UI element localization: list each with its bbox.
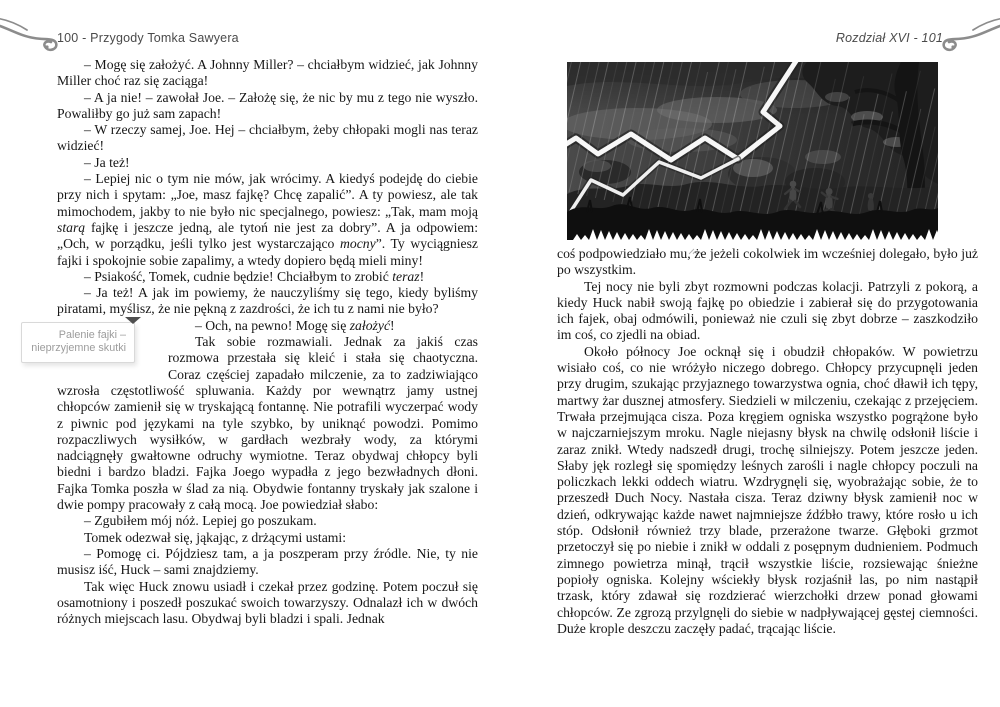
left-page-text <box>31 57 478 627</box>
italic-text: mocny <box>339 236 376 252</box>
paragraph <box>557 279 978 344</box>
paragraph <box>57 285 478 318</box>
paragraph <box>557 344 978 637</box>
paragraph <box>57 122 478 155</box>
text-run: Około północy Joe ocknął się i obudził chłopaków. W powietrzu wisiało coś, co nie wróżyło niczego dobrego. Chłopcy przycupnęli jeden przy drugim, szukając przyjaznego towarzystwa ognia, choć dławił ich tępy, martwy żar dusznej atmosfery. Siedzieli w milczeniu, czekając z przejęciem. Trwała przejmująca cisza. Poza kręgiem ogniska wszystko pogrążone było w najczarniejszym mroku. Nagle niejasny błysk na chwilę odsłonił liście i zaraz znikł. Wtedy nadszedł drugi, trochę silniejszy. Potem jeszcze jeden. Słaby jęk rozległ się spomiędzy leśnych zarośli i nagle chłopcy poczuli na policzkach lekki oddech wiatru. Wzdrygnęli się, wyobrażając sobie, że to przeszedł Duch Nocy. Nastała cisza. Teraz dziwny błysk zamienił noc w dzień, odkrywając każde nawet najmniejsze źdźbło trawy, które rosło u ich stóp. Odsłonił również trzy blade, przerażone twarze. Głęboki grzmot przetoczył się po niebie i znikł w oddali z posępnym dudnieniem. Podmuch zimnego powietrza minął, trącił wszystkie liście, rozsiewając śnieżne popioły ogniska. Kolejny wściekły błysk rozjaśnił las, po nim nastąpił trzask, który zdawał się rozdzierać wierzchołki drzew ponad głowami chłopców. Ze zgrozą przylgnęli do siebie w nadpływającej gęstej ciemności. Duże krople deszczu zaczęły padać, trącając liście. <box>557 343 978 636</box>
ornament-flourish-left-icon <box>0 14 62 59</box>
text-run: – Pomogę ci. Pójdziesz tam, a ja poszperam przy źródle. Nie, ty nie musisz iść, Huck – sami znajdziemy. <box>57 545 478 578</box>
text-run: – Zgubiłem mój nóż. Lepiej go poszukam. <box>84 513 317 529</box>
text-run: coś podpowiedziało mu, że jeżeli cokolwiek im wcześniej dolegało, było już po wszystkim. <box>557 246 978 278</box>
italic-text: teraz <box>392 268 420 284</box>
text-run: – Mogę się założyć. A Johnny Miller? – chciałbym widzieć, jak Johnny Miller choć raz się zaciąga! <box>57 57 478 89</box>
page-header-right: Rozdział XVI - 101 <box>835 31 943 45</box>
text-run: fajkę i jeszcze jedną, ale tytoń nie jest za dobry”. A ja odpowiem: „Och, w porządku, jeśli tylko jest wystarczająco <box>57 219 478 252</box>
paragraph <box>57 513 478 529</box>
paragraph <box>557 246 978 279</box>
margin-note-box <box>21 322 135 363</box>
text-run: Tak więc Huck znowu usiadł i czekał przez godzinę. Potem poczuł się osamotniony i poszedł poszukać swoich towarzyszy. Odnalazł ich w dwóch różnych miejscach lasu. Obydwaj byli bladzi i spali. Jednak <box>57 578 478 627</box>
paragraph <box>57 171 478 269</box>
italic-text: starą <box>57 219 86 235</box>
paragraph <box>57 155 478 171</box>
italic-text: założyć <box>349 317 391 333</box>
paragraph <box>57 57 478 90</box>
note-arrow-icon <box>125 317 141 324</box>
margin-note-line: nieprzyjemne skutki <box>31 342 126 355</box>
text-run: Tomek odezwał się, jąkając, z drżącymi ustami: <box>84 529 347 545</box>
text-run: – W rzeczy samej, Joe. Hej – chciałbym, żeby chłopaki mogli nas teraz widzieć! <box>57 122 478 154</box>
page-header-left: 100 - Przygody Tomka Sawyera <box>57 31 239 45</box>
paragraph <box>57 579 478 628</box>
text-run: ”. Ty wyciągniesz fajki i spokojnie sobie zapalimy, a wtedy dopiero będą mieli miny! <box>57 236 478 268</box>
text-run: Tak sobie rozmawiali. Jednak za jakiś czas rozmowa przestała się kleić i stała się chaotyczna. Coraz częściej zapadało milczenie, za to zadziwiająco wzrosła częstotliwość spluwania. Każdy por wewnątrz jamy ustnej chłopców zamienił się w tryskającą fontannę. Nie potrafili wyczerpać wody z piwnic pod językami na tyle szybko, by uniknąć powodzi. Pomimo rozpaczliwych wysiłków, w gardłach wezbrały wody, za którymi nadciągnęły gwałtowne odruchy wymiotne. Teraz obydwaj chłopcy byli biedni i bardzo bladzi. Fajka Joego wypadła z jego bezwładnych dłoni. Fajka Tomka poszła w ślad za nią. Obydwie fontanny tryskały jak szalone i dwie pompy pracowały z całą mocą. Joe powiedział słabo: <box>57 334 478 513</box>
ornament-flourish-right-icon <box>938 14 1000 59</box>
text-run: Tej nocy nie byli zbyt rozmowni podczas kolacji. Patrzyli z pokorą, a kiedy Huck nabił swoją fajkę po obiedzie i zabierał się do przygotowania ich fajek, obaj odmówili, ponieważ nie czuli się zbyt dobrze – zaszkodziło im coś, co zjedli na obiad. <box>557 278 978 343</box>
text-run: – A ja nie! – zawołał Joe. – Założę się, że nic by mu z tego nie wyszło. Powaliłby go już sam zapach! <box>57 89 478 121</box>
right-page-text <box>557 246 978 637</box>
text-run: ! <box>390 317 395 333</box>
text-run: – Ja też! <box>84 154 130 170</box>
text-run: – Och, na pewno! Mogę się <box>195 317 350 333</box>
text-run: ! <box>419 268 425 284</box>
paragraph <box>57 269 478 285</box>
text-run: – Lepiej nic o tym nie mów, jak wrócimy. A kiedyś podejdę do ciebie przy nich i spytam: „Joe, masz fajkę? Chcę zapalić”. A ty powiesz, ale tak mimochodem, jakby to nie było nic specjalnego, powiesz: „Tak, mam moją <box>57 171 478 219</box>
paragraph <box>57 90 478 123</box>
text-run: – Ja też! A jak im powiemy, że nauczyliśmy się tego, kiedy byliśmy piratami, myślisz, że nie pękną z zazdrości, że ich tu z nami nie było? <box>57 285 478 317</box>
margin-note <box>21 319 168 381</box>
text-run: – Psiakość, Tomek, cudnie będzie! Chciałbym to zrobić <box>84 268 393 284</box>
storm-forest-illustration <box>567 62 938 240</box>
paragraph <box>57 530 478 546</box>
margin-note-line: Palenie fajki – <box>58 328 126 341</box>
paragraph <box>31 317 478 355</box>
paragraph <box>57 546 478 579</box>
